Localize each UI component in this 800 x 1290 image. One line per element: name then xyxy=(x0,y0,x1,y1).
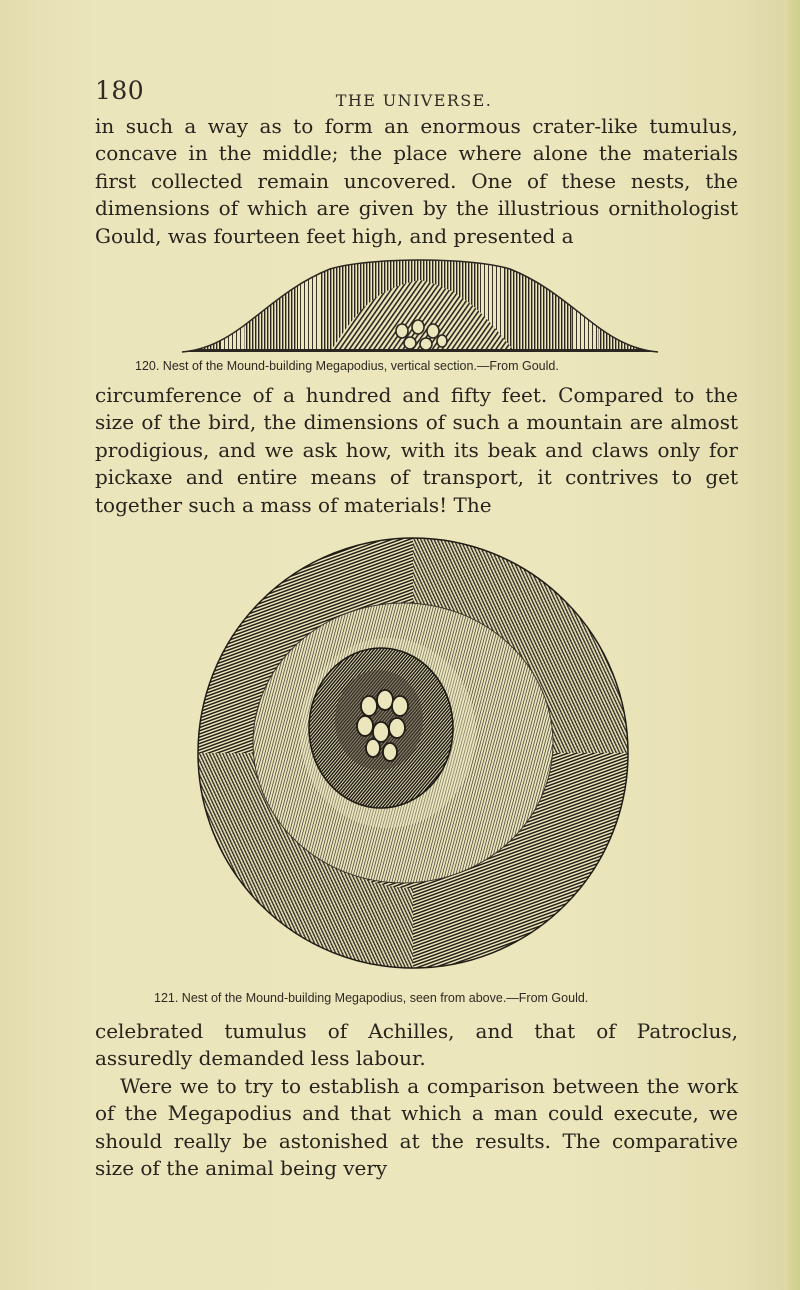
running-head: THE UNIVERSE. xyxy=(335,91,493,110)
page-number: 180 xyxy=(95,76,145,105)
page-edge xyxy=(784,0,800,1290)
paragraph-2: circumference of a hundred and fifty feet. Compared to the size of the bird, the dimensions of such a mountain are almost prodigious, and we ask how, with its beak and claws only for pickaxe and entire means of transport, it contrives to get together such a mass of materials! The xyxy=(95,383,738,517)
paragraph-4: Were we to try to establish a comparison between the work of the Megapodius and that which a man could execute, we should really be astonished at the results. The comparative size of the animal being very xyxy=(95,1074,738,1181)
figure-121-caption: 121. Nest of the Mound-building Megapodius, seen from above.—From Gould. xyxy=(154,991,589,1005)
figure-121-mound-above xyxy=(193,528,633,978)
figure-120-caption: 120. Nest of the Mound-building Megapodius, vertical section.—From Gould. xyxy=(135,359,559,373)
paragraph-3: celebrated tumulus of Achilles, and that of Patroclus, assuredly demanded less labour. xyxy=(95,1019,738,1071)
paragraph-1: in such a way as to form an enormous crater-like tumulus, concave in the middle; the place where alone the materials first collected remain uncovered. One of these nests, the dimensions of which are given by the illustrious ornithologist Gould, was fourteen feet high, and presented a xyxy=(95,114,738,248)
figure-120-mound-section xyxy=(180,255,660,355)
